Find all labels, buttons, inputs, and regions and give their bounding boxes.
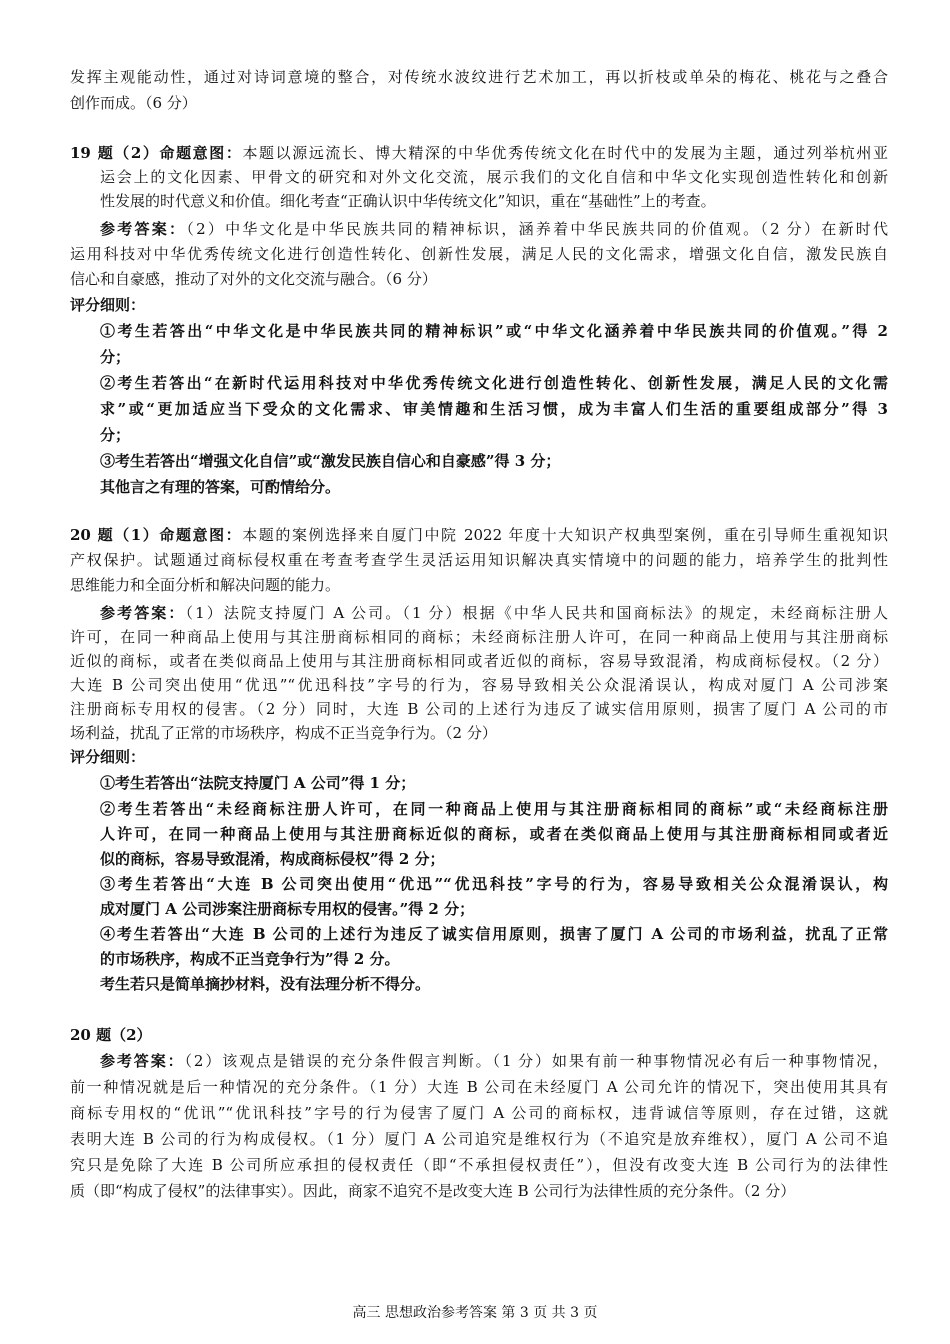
rubric-heading: 评分细则： [70,296,146,314]
text-line: 性发展的时代意义和价值。细化考查“正确认识中华传统文化”知识，重在“基础性”上的考查。 [100,192,716,210]
text-line: 表明大连 B 公司的行为构成侵权。（1 分）厦门 A 公司追究是维权行为（不追究是放弃维权），厦门 A 公司不追 [70,1130,888,1148]
text-line: 近似的商标，或者在类似商品上使用与其注册商标相同或者近似的商标，容易导致混淆，构成商标侵权。（2 分） [70,652,888,670]
text-span: 本题以源远流长、博大精深的中华优秀传统文化在时代中的发展为主题，通过列举杭州亚 [242,144,888,162]
rubric-item: ③考生若答出“增强文化自信”或“激发民族自信心和自豪感”得 3 分； [100,452,561,470]
rubric-item: 的市场秩序，构成不正当竞争行为”得 2 分。 [100,950,400,968]
section-heading: 20 题（2） [70,1026,152,1044]
rubric-item: ②考生若答出“在新时代运用科技对中华优秀传统文化进行创造性转化、创新性发展，满足人民的文化需 [100,374,888,392]
rubric-item: 分； [100,426,131,444]
text-line: 思维能力和全面分析和解决问题的能力。 [70,576,341,594]
text-line: 许可，在同一种商品上使用与其注册商标相同的商标；未经商标注册人许可，在同一种商品上使用与其注册商标 [70,628,888,646]
rubric-item: 其他言之有理的答案，可酌情给分。 [100,478,341,496]
answer-label: 参考答案： [100,604,186,622]
rubric-item: ①考生若答出“中华文化是中华民族共同的精神标识”或“中华文化涵养着中华民族共同的价值观。”得 2 [100,322,888,340]
q19-2-answer [100,218,888,240]
text-line: 质（即“构成了侵权”的法律事实）。因此，商家不追究不是改变大连 B 公司行为法律性质的充分条件。（2 分） [70,1182,796,1200]
answer-label: 参考答案： [100,1052,185,1070]
text-line: 场利益，扰乱了正常的市场秩序，构成不正当竞争行为。（2 分） [70,724,497,742]
rubric-item: 似的商标，容易导致混淆，构成商标侵权”得 2 分； [100,850,445,868]
rubric-item: ④考生若答出“大连 B 公司的上述行为违反了诚实信用原则，损害了厦门 A 公司的市场利益，扰乱了正常 [100,925,888,943]
q20-1-intent [70,524,888,546]
q20-1-answer [100,602,888,624]
rubric-item: ①考生若答出“法院支持厦门 A 公司”得 1 分； [100,774,416,792]
section-heading: 19 题（2）命题意图： [70,144,243,162]
rubric-item: ③考生若答出“大连 B 公司突出使用“优迅”“优迅科技”字号的行为，容易导致相关公众混淆误认，构 [100,875,888,893]
text-line: 前一种情况就是后一种情况的充分条件。（1 分）大连 B 公司在未经厦门 A 公司允许的情况下，突出使用其具有 [70,1078,888,1096]
text-line: 信心和自豪感，推动了对外的文化交流与融合。（6 分） [70,270,437,288]
q19-2-intent [70,142,888,164]
rubric-heading: 评分细则： [70,748,146,766]
text-span: （1）法院支持厦门 A 公司。（1 分）根据《中华人民共和国商标法》的规定，未经商标注册人 [185,604,888,622]
text-line: 究只是免除了大连 B 公司所应承担的侵权责任（即“不承担侵权责任”），但没有改变大连 B 公司行为的法律性 [70,1156,888,1174]
rubric-item: 考生若只是简单摘抄材料，没有法理分析不得分。 [100,975,431,993]
text-line: 运会上的文化因素、甲骨文的研究和对外文化交流，展示我们的文化自信和中华文化实现创造性转化和创新 [100,168,888,186]
text-line: 注册商标专用权的侵害。（2 分）同时，大连 B 公司的上述行为违反了诚实信用原则，损害了厦门 A 公司的市 [70,700,888,718]
rubric-item: 人许可，在同一种商品上使用与其注册商标近似的商标，或者在类似商品上使用与其注册商标相同或者近 [100,825,888,843]
text-line: 创作而成。（6 分） [70,94,197,112]
section-heading: 20 题（1）命题意图： [70,526,243,544]
text-line: 运用科技对中华优秀传统文化进行创造性转化、创新性发展，满足人民的文化需求，增强文化自信，激发民族自 [70,245,888,263]
text-line: 产权保护。试题通过商标侵权重在考查考查学生灵活运用知识解决真实情境中的问题的能力，培养学生的批判性 [70,551,888,569]
text-line: 商标专用权的“优讯”“优讯科技”字号的行为侵害了厦门 A 公司的商标权，违背诚信等原则，存在过错，这就 [70,1104,888,1122]
q20-2-answer [100,1050,888,1072]
text-span: （2）该观点是错误的充分条件假言判断。（1 分）如果有前一种事物情况必有后一种事物情况， [184,1052,888,1070]
text-span: 本题的案例选择来自厦门中院 2022 年度十大知识产权典型案例，重在引导师生重视知识 [242,526,888,544]
rubric-item: 分； [100,348,131,366]
text-line: 发挥主观能动性，通过对诗词意境的整合，对传统水波纹进行艺术加工，再以折枝或单朵的梅花、桃花与之叠合 [70,68,888,86]
rubric-item: 求”或“更加适应当下受众的文化需求、审美情趣和生活习惯，成为丰富人们生活的重要组成部分”得 3 [100,400,888,418]
answer-label: 参考答案： [100,220,187,238]
rubric-item: 成对厦门 A 公司涉案注册商标专用权的侵害。”得 2 分； [100,900,475,918]
text-line: 大连 B 公司突出使用“优迅”“优迅科技”字号的行为，容易导致相关公众混淆误认，构成对厦门 A 公司涉案 [70,676,888,694]
page-footer: 高三 思想政治参考答案 第 3 页 共 3 页 [352,1305,598,1321]
text-span: （2）中华文化是中华民族共同的精神标识，涵养着中华民族共同的价值观。（2 分）在新时代 [186,220,888,238]
rubric-item: ②考生若答出“未经商标注册人许可，在同一种商品上使用与其注册商标相同的商标”或“未经商标注册 [100,800,888,818]
